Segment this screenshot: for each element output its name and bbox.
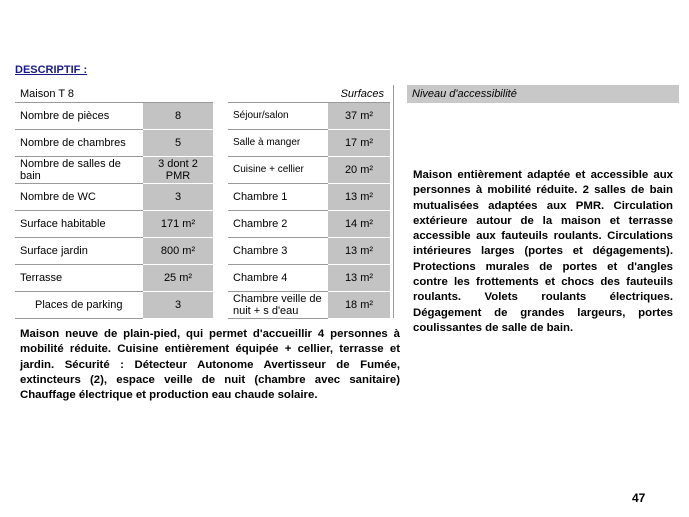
surface-row-label: Chambre veille de nuit + s d'eau — [228, 292, 328, 319]
main-row-label: Surface jardin — [15, 238, 143, 265]
surface-row-value: 13 m² — [328, 184, 390, 211]
surface-row-label: Séjour/salon — [228, 103, 328, 130]
main-row-label: Surface habitable — [15, 211, 143, 238]
surface-row-label: Cuisine + cellier — [228, 157, 328, 184]
main-row-value: 3 — [143, 292, 213, 319]
surface-row-value: 13 m² — [328, 265, 390, 292]
surface-row-label: Salle à manger — [228, 130, 328, 157]
section-title: DESCRIPTIF : — [15, 64, 88, 76]
surface-row-value: 18 m² — [328, 292, 390, 319]
surface-row-label: Chambre 2 — [228, 211, 328, 238]
surface-row-value: 13 m² — [328, 238, 390, 265]
main-row-value: 5 — [143, 130, 213, 157]
surface-row-value: 17 m² — [328, 130, 390, 157]
column-divider — [393, 85, 394, 318]
main-row-value: 3 — [143, 184, 213, 211]
main-row-label: Places de parking — [15, 292, 143, 319]
surface-row-label: Chambre 3 — [228, 238, 328, 265]
main-row-label: Terrasse — [15, 265, 143, 292]
main-row-value: 171 m² — [143, 211, 213, 238]
main-row-value: 8 — [143, 103, 213, 130]
main-row-value: 800 m² — [143, 238, 213, 265]
surface-row-value: 37 m² — [328, 103, 390, 130]
surface-row-value: 20 m² — [328, 157, 390, 184]
main-row-label: Nombre de chambres — [15, 130, 143, 157]
surface-row-label: Chambre 4 — [228, 265, 328, 292]
main-row-label: Nombre de pièces — [15, 103, 143, 130]
accessibility-text: Maison entièrement adaptée et accessible aux personnes à mobilité réduite. 2 salles de bain mutualisées adaptées aux PMR. Circulation extérieure autour de la maison et terrasse accessible aux fauteuils roulants. Circulations intérieures larges (portes et dégagements). Protections murales de portes et d'angles contre les frottements et chocs des fauteuils roulants. Volets roulants électriques. Dégagement de grandes largeurs, portes coulissantes de salle de bain. — [413, 169, 673, 334]
main-row-label: Nombre de salles de bain — [15, 157, 143, 184]
accessibility-header: Niveau d'accessibilité — [407, 85, 679, 103]
page-number: 47 — [632, 491, 646, 505]
surface-row-value: 14 m² — [328, 211, 390, 238]
main-row-value: 25 m² — [143, 265, 213, 292]
house-type-header: Maison T 8 — [15, 85, 213, 103]
main-row-value: 3 dont 2 PMR — [143, 157, 213, 184]
main-row-label: Nombre de WC — [15, 184, 143, 211]
description-text: Maison neuve de plain-pied, qui permet d'accueillir 4 personnes à mobilité réduite. Cuisine entièrement équipée + cellier, terrasse et jardin. Sécurité : Détecteur Autonome Avertisseur de Fumée, extincteurs (2), espace veille de nuit (chambre avec sanitaire) Chauffage électrique et production eau chaude solaire. — [20, 328, 400, 402]
surfaces-header: Surfaces — [228, 85, 390, 103]
surface-row-label: Chambre 1 — [228, 184, 328, 211]
